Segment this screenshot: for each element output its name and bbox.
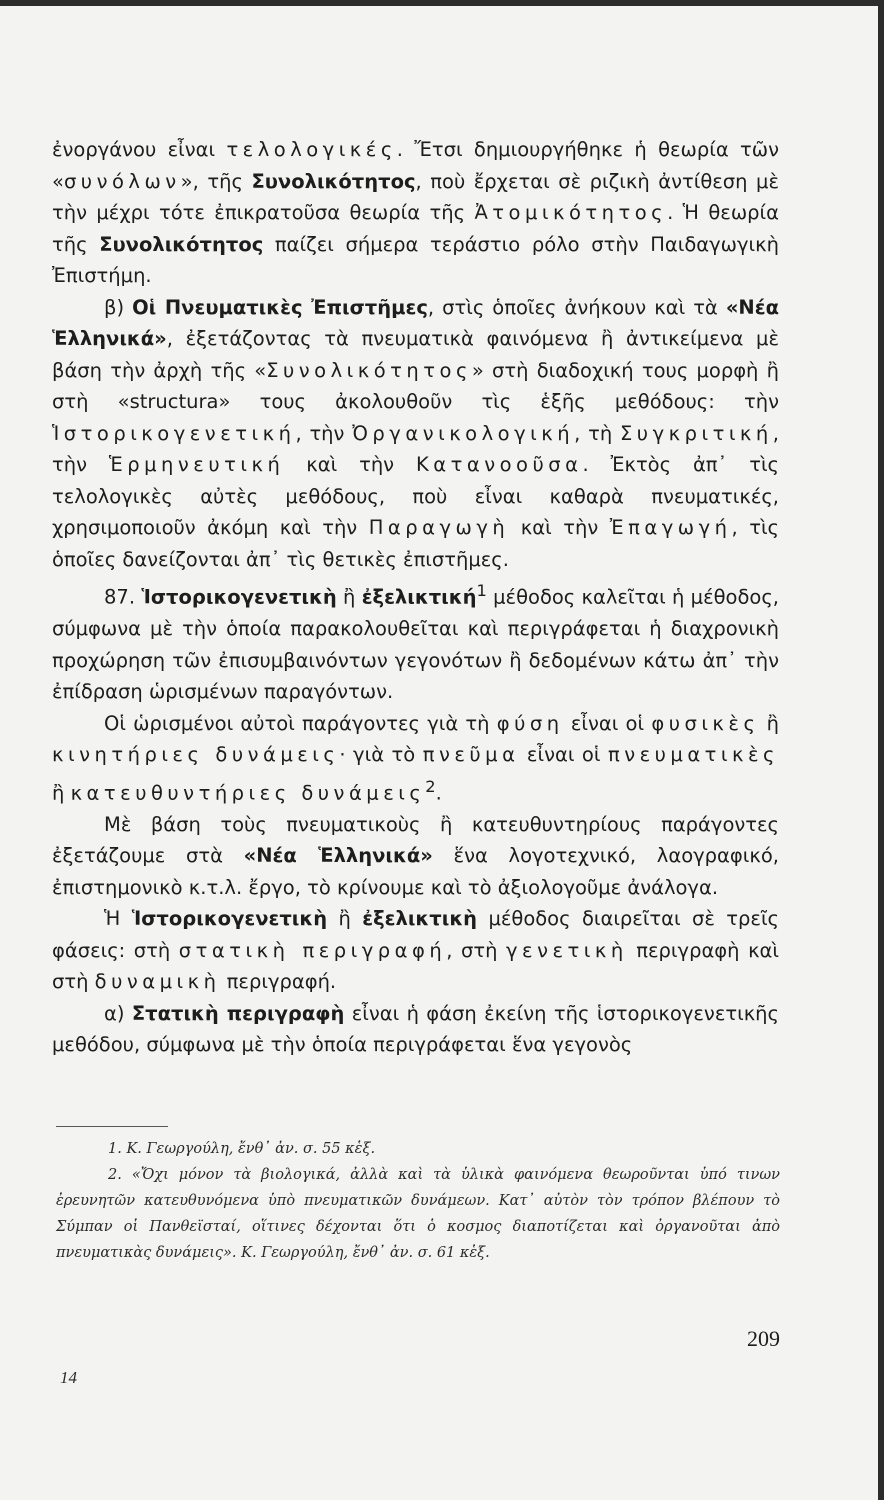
spaced-term: δυναμικὴ	[94, 970, 221, 993]
text-run: Ἡ	[104, 907, 132, 930]
book-page	[0, 6, 878, 1500]
text-run: ἢ	[759, 711, 780, 735]
text-run: · γιὰ τὸ	[339, 743, 423, 766]
text-run: μέθοδος καλεῖται ἡ μέθοδος, σύμφωνα μὲ τὴν ὁποία παρακολουθεῖται καὶ περιγράφεται ἡ διαχρονικὴ προχώρηση τῶν ἐπισυμβαινόντων γεγονότων ἢ δεδομένων κάτω ἀπ᾽ τὴν ἐπίδραση ὡρισμένων παραγόντων.	[52, 585, 779, 703]
spaced-term: τελολογικές	[226, 138, 397, 161]
text-run: εἶναι οἱ	[563, 711, 652, 735]
section-number: 87.	[104, 585, 142, 609]
text-run: καὶ τὴν	[284, 453, 416, 476]
text-run: εἶναι ἡ φάση ἐκείνη τῆς ἱστορικογενετικῆς μεθόδου, σύμφωνα μὲ τὴν ὁποία περιγράφεται ἕνα γεγονὸς	[52, 1001, 779, 1056]
spaced-term: Ἱστορικογενετική	[52, 421, 296, 445]
spaced-term: κινητήριες δυνάμεις	[52, 743, 340, 766]
spaced-term: Ἐπαγωγή	[609, 516, 732, 539]
bold-term: Στατικὴ περιγραφὴ	[131, 1001, 345, 1025]
footnotes	[56, 1136, 780, 1266]
spaced-term: Κατανοοῦσα	[415, 453, 583, 476]
paragraph-7	[52, 998, 779, 1061]
spaced-term: στατικὴ περιγραφή	[178, 938, 447, 962]
bold-term: Ἱστορικογενετικὴ	[141, 585, 337, 609]
spaced-term: κατευθυντήριες δυνάμεις	[70, 781, 426, 804]
text-run: , στὴ	[446, 938, 507, 962]
spaced-term: Ὀργανικολογική	[352, 421, 575, 445]
text-run: . Ἡ θεωρία τῆς	[52, 201, 779, 256]
footnote-2: 2. «Ὄχι μόνον τὰ βιολογικά, ἀλλὰ καὶ τὰ ὑλικὰ φαινόμενα θεωροῦνται ὑπό τινων ἐρευνητῶν κατευθυνόμενα ὑπὸ πνευματικῶν δυνάμεων. Κατ᾽ αὐτὸν τὸν τρόπον βλέπουν τὸ Σύμπαν οἱ Πανθεϊσταί, οἵτινες δέχονται ὅτι ὁ κοσμος διαποτίζεται καὶ ὀργανοῦται ἀπὸ πνευματικὰς δυνάμεις». Κ. Γεωργούλη, ἔνθ᾽ ἀν. σ. 61 κἑξ.	[56, 1167, 780, 1261]
text-run: , τὴν	[52, 421, 779, 476]
footnote-marker: 2	[425, 776, 436, 796]
footnote-1: 1. Κ. Γεωργούλη, ἔνθ᾽ ἀν. σ. 55 κἑξ.	[108, 1141, 376, 1157]
text-run: . Ἐκτὸς ἀπ᾽ τὶς τελολογικὲς αὐτὲς μεθόδους, ποὺ εἶναι καθαρὰ πνευματικές, χρησιμοποιοῦν ἀκόμη καὶ τὴν	[52, 453, 779, 539]
text-run: καὶ τὴν	[509, 516, 610, 539]
text-run: . Ἔτσι δημιουργήθηκε ἡ θεωρία τῶν «	[52, 138, 780, 193]
text-run: Οἱ ὡρισμένοι αὐτοὶ παράγοντες γιὰ τὴ	[104, 711, 497, 735]
text-run: » στὴ διαδοχική τους μορφὴ ἢ στὴ «structura» τους ἀκολουθοῦν τὶς ἑξῆς μεθόδους: τὴν	[52, 358, 779, 413]
bold-term: ἐξελικτικὴ	[362, 907, 478, 930]
spaced-term: γενετικὴ	[506, 938, 628, 962]
bold-term: Συνολικότητος	[99, 232, 264, 256]
text-run: ἢ	[52, 781, 71, 804]
text-run: α)	[104, 1001, 132, 1025]
footnote-marker: 1	[476, 581, 487, 600]
paragraph-4	[52, 708, 779, 809]
spaced-term: πνευματικὲς	[607, 743, 779, 766]
spaced-term: Παραγωγὴ	[368, 516, 510, 539]
bold-term: ἐξελικτική	[361, 585, 477, 609]
text-run: , ἐξετάζοντας τὰ πνευματικὰ φαινόμενα ἢ ἀντικείμενα μὲ βάση τὴν ἀρχὴ τῆς «	[52, 327, 779, 382]
page-number: 209	[747, 1326, 780, 1351]
text-run: ἐνοργάνου εἶναι	[52, 138, 227, 161]
main-text	[52, 134, 779, 1061]
bold-term: «Νέα Ἑλληνικά»	[243, 844, 433, 867]
paragraph-3	[52, 575, 779, 708]
text-run: β)	[104, 295, 133, 319]
signature-mark: 14	[60, 1368, 77, 1387]
text-run: μέθοδος διαιρεῖται σὲ τρεῖς φάσεις: στὴ	[52, 907, 779, 962]
spaced-term: φυσικὲς	[651, 711, 760, 735]
text-run: περιγραφὴ καὶ στὴ	[52, 938, 780, 993]
paragraph-6	[52, 903, 779, 998]
text-run: Μὲ βάση τοὺς πνευματικοὺς ἢ κατευθυντηρίους παράγοντες ἐξετάζουμε στὰ	[52, 812, 779, 867]
paragraph-1	[52, 134, 779, 292]
text-run: ἢ	[336, 585, 362, 609]
spaced-term: πνεῦμα	[422, 743, 520, 766]
spaced-term: φύση	[496, 711, 564, 735]
text-run: .	[435, 781, 442, 804]
text-run: , ποὺ ἔρχεται σὲ ριζικὴ ἀντίθεση μὲ τὴν μέχρι τότε ἐπικρατοῦσα θεωρία τῆς	[52, 169, 779, 224]
bold-term: Οἱ Πνευματικὲς Ἐπιστῆμες	[132, 295, 428, 319]
spaced-term: Συνολικότητος	[266, 358, 472, 382]
text-run: εἶναι οἱ	[519, 743, 608, 766]
text-run: παίζει σήμερα τεράστιο ρόλο στὴν Παιδαγωγικὴ Ἐπιστήμη.	[52, 232, 779, 287]
text-run: ἢ	[327, 907, 363, 930]
bold-term: «Νέα Ἑλληνικά»	[52, 295, 779, 350]
footnote-divider	[56, 1126, 168, 1127]
text-run: , τὴν	[295, 421, 353, 445]
spaced-term: Συγκριτική	[619, 421, 773, 445]
text-run: , στὶς ὁποῖες ἀνήκουν καὶ τὰ	[427, 295, 726, 319]
text-run: , τὴ	[574, 421, 620, 445]
text-run: », τῆς	[180, 169, 252, 193]
spaced-term: Ἑρμηνευτική	[108, 453, 285, 476]
paragraph-2	[52, 292, 779, 576]
spaced-term: Ἀτομικότητος	[474, 201, 668, 224]
text-run: ἕνα λογοτεχνικό, λαογραφικό, ἐπιστημονικὸ κ.τ.λ. ἔργο, τὸ κρίνουμε καὶ τὸ ἀξιολογοῦμε ἀνάλογα.	[52, 844, 779, 899]
text-run: , τὶς ὁποῖες δανείζονται ἀπ᾽ τὶς θετικὲς ἐπιστῆμες.	[52, 516, 779, 571]
paragraph-5	[52, 809, 779, 904]
text-run: περιγραφή.	[220, 970, 337, 993]
bold-term: Συνολικότητος	[251, 169, 416, 193]
spaced-term: συνόλων	[63, 169, 181, 193]
bold-term: Ἱστορικογενετικὴ	[131, 907, 328, 930]
